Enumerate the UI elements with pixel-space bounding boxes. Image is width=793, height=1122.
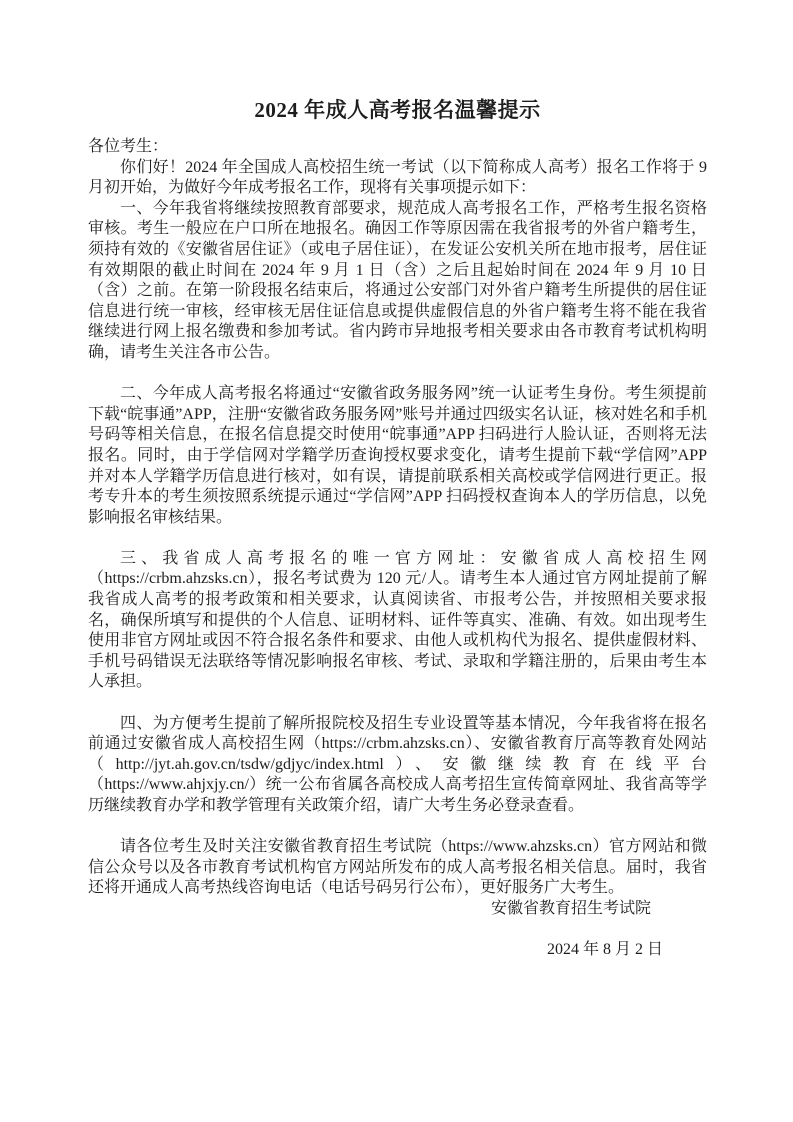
date: 2024 年 8 月 2 日 [546,941,663,959]
section-2-paragraph: 二、今年成人高考报名将通过“安徽省政务服务网”统一认证考生身份。考生须提前下载“皖事通”APP，注册“安徽省政务服务网”账号并通过四级实名认证，核对姓名和手机号码等相关信息，在报名信息提交时使用“皖事通”APP 扫码进行人脸认证，否则将无法报名。同时，由于学信网对学籍学历查询授权要求变化，请考生提前下载“学信网”APP 并对本人学籍学历信息进行核对，如有误，请提前联系相关高校或学信网进行更正。报考专升本的考生须按照系统提示通过“学信网”APP 扫码授权查询本人的学历信息，以免影响报名审核结果。 [88,385,707,526]
intro-paragraph: 你们好！2024 年全国成人高校招生统一考试（以下简称成人高考）报名工作将于 9 月初开始，为做好今年成考报名工作，现将有关事项提示如下： [88,158,707,197]
section-3-paragraph: 三、我省成人高考报名的唯一官方网址：安徽省成人高校招生网（https://crbm.ahzsks.cn），报名考试费为 120 元/人。请考生本人通过官方网址提前了解我省成人高考的报考政策和相关要求，认真阅读省、市报考公告，并按照相关要求报名，确保所填写和提供的个人信息、证明材料、证件等真实、准确、有效。如出现考生使用非官方网址或因不符合报名条件和要求、由他人或机构代为报名、提供虚假材料、手机号码错误无法联络等情况影响报名审核、考试、录取和学籍注册的，后果由考生本人承担。 [88,549,707,691]
document-title: 2024 年成人高考报名温馨提示 [254,98,541,122]
salutation: 各位考生： [88,138,169,155]
signature: 安徽省教育招生考试院 [490,899,651,917]
closing-paragraph: 请各位考生及时关注安徽省教育招生考试院（https://www.ahzsks.cn）官方网站和微信公众号以及各市教育考试机构官方网站所发布的成人高考报名相关信息。届时，我省还将开通成人高考热线咨询电话（电话号码另行公布），更好服务广大考生。 [88,838,707,897]
section-1-paragraph: 一、今年我省将继续按照教育部要求，规范成人高考报名工作，严格考生报名资格审核。考生一般应在户口所在地报名。确因工作等原因需在我省报考的外省户籍考生，须持有效的《安徽省居住证》（或电子居住证），在发证公安机关所在地市报考，居住证有效期限的截止时间在 2024 年 9 月 1 日（含）之后且起始时间在 2024 年 9 月 10 日（含）之前。在第一阶段报名结束后，将通过公安部门对外省户籍考生所提供的居住证信息进行统一审核，经审核无居住证信息或提供虚假信息的外省户籍考生将不能在我省继续进行网上报名缴费和参加考试。省内跨市异地报考相关要求由各市教育考试机构明确，请考生关注各市公告。 [88,199,707,361]
section-4-paragraph: 四、为方便考生提前了解所报院校及招生专业设置等基本情况，今年我省将在报名前通过安徽省成人高校招生网（https://crbm.ahzsks.cn）、安徽省教育厅高等教育处网站（http://jyt.ah.gov.cn/tsdw/gdjyc/index.html）、安徽继续教育在线平台（https://www.ahjxjy.cn/）统一公布省属各高校成人高考招生宣传简章网址、我省高等学历继续教育办学和教学管理有关政策介绍，请广大考生务必登录查看。 [88,714,707,814]
